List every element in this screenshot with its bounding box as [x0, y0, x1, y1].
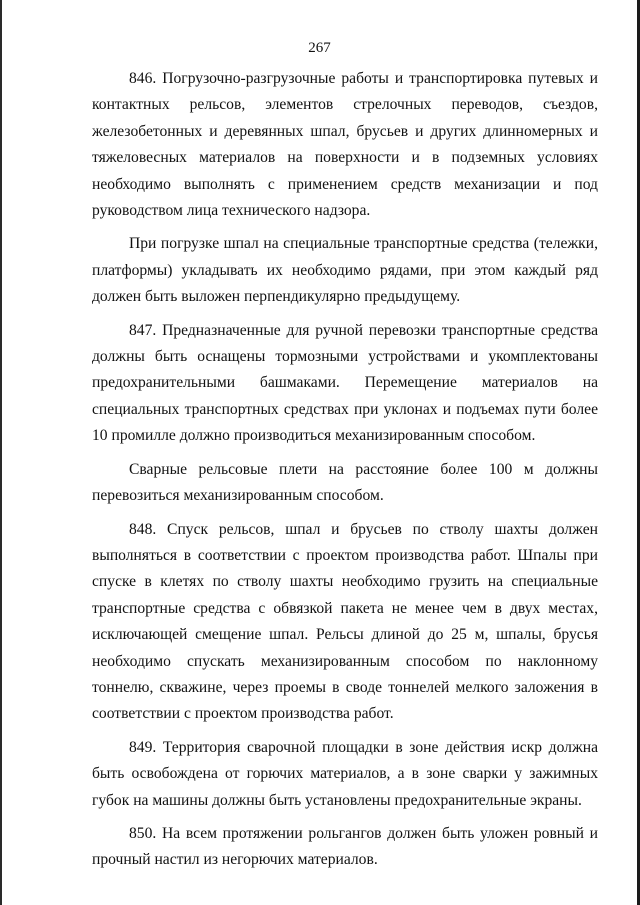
- paragraph-849: 849. Территория сварочной площадки в зоне действия искр должна быть освобождена от горючих материалов, а в зоне сварки у зажимных губок на машины должны быть установлены предохранительные экраны.: [92, 738, 598, 809]
- paragraph-846: 846. Погрузочно-разгрузочные работы и транспортировка путевых и контактных рельсов, элементов стрелочных переводов, съездов, железобетонных и деревянных шпал, брусьев и других длинномерных и тяжеловесных материалов на поверхности и в подземных условиях необходимо выполнять с применением средств механизации и под руководством лица технического надзора.: [92, 70, 598, 220]
- page-number: 267: [308, 40, 331, 56]
- paragraph-847: 847. Предназначенные для ручной перевозки транспортные средства должны быть оснащены тормозными устройствами и укомплектованы предохранительными башмаками. Перемещение материалов на специальных транспортных средствах при уклонах и подъемах пути более 10 промилле должно производиться механизированным способом.: [92, 321, 598, 445]
- paragraph-846-sleepers: При погрузке шпал на специальные транспортные средства (тележки, платформы) укладывать их необходимо рядами, при этом каждый ряд должен быть выложен перпендикулярно предыдущему.: [92, 235, 598, 306]
- paragraph-847-rails: Сварные рельсовые плети на расстояние более 100 м должны перевозиться механизированным способом.: [92, 460, 598, 505]
- paragraph-850: 850. На всем протяжении рольгангов должен быть уложен ровный и прочный настил из негорючих материалов.: [92, 824, 598, 869]
- paragraph-848: 848. Спуск рельсов, шпал и брусьев по стволу шахты должен выполняться в соответствии с проектом производства работ. Шпалы при спуске в клетях по стволу шахты необходимо грузить на специальные транспортные средства с обвязкой пакета не менее чем в двух местах, исключающей смещение шпал. Рельсы длиной до 25 м, шпалы, брусья необходимо спускать механизированным способом по наклонному тоннелю, скважине, через проемы в своде тоннелей мелкого заложения в соответствии с проектом производства работ.: [92, 520, 598, 723]
- page-body: [92, 66, 598, 881]
